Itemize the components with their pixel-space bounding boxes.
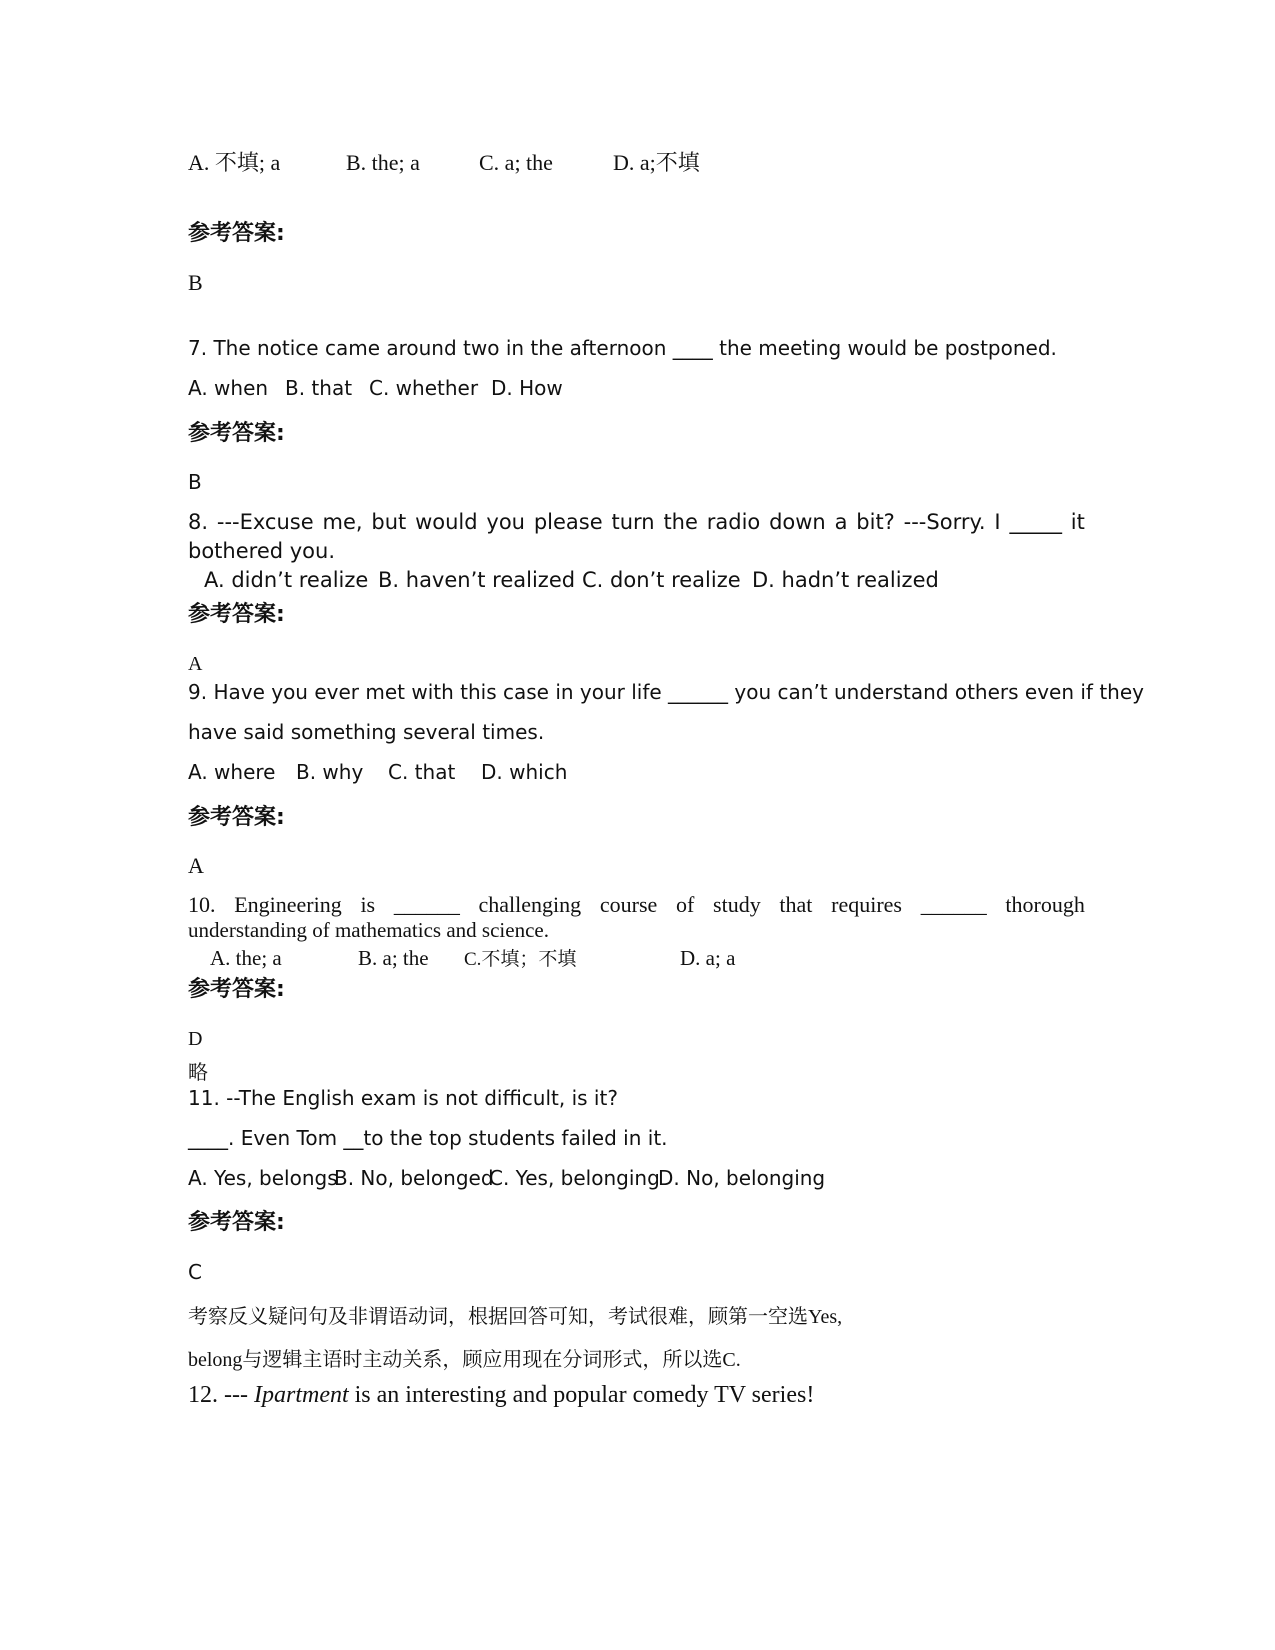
q8-option-c: C. don’t realize	[582, 568, 741, 592]
q9-option-d: D. which	[481, 760, 568, 784]
q10-word: of	[676, 892, 695, 917]
q9-stem-line2: have said something several times.	[188, 720, 545, 744]
q7-options	[188, 376, 563, 400]
q8-option-b: B. haven’t realized	[378, 568, 576, 592]
q11-stem-line2: ____. Even Tom __to the top students failed in it.	[188, 1126, 668, 1150]
q8-word: 8.	[188, 510, 209, 534]
q10-word: ______	[920, 892, 987, 917]
q10-word: that	[779, 892, 813, 917]
q12-stem	[188, 1382, 814, 1409]
q7-option-b: B. that	[285, 376, 353, 400]
q8-word: me,	[322, 510, 363, 534]
q12-show-title: Ipartment	[253, 1382, 349, 1408]
q7-stem: 7. The notice came around two in the afternoon ____ the meeting would be postponed.	[188, 336, 1057, 360]
q8-word: a	[834, 510, 848, 534]
q8-stem-line1	[188, 510, 1085, 534]
q6-answer-label: 参考答案:	[188, 221, 285, 246]
q10-note: 略	[188, 1062, 208, 1084]
q12-prefix: 12. ---	[188, 1382, 254, 1408]
q11-option-d: D. No, belonging	[658, 1166, 826, 1190]
q10-word: is	[360, 892, 376, 917]
q9-answer: A	[188, 853, 204, 878]
q8-word: turn	[611, 510, 655, 534]
q9-answer-label: 参考答案:	[188, 805, 285, 830]
q9-stem-line1: 9. Have you ever met with this case in your life ______ you can’t understand others even if they	[188, 680, 1144, 704]
q6-options	[188, 146, 700, 177]
q8-word: _____	[1009, 510, 1062, 534]
q8-word: you	[486, 510, 525, 534]
q10-word: course	[599, 892, 658, 917]
q8-word: bit?	[856, 510, 895, 534]
q10-stem-line2: understanding of mathematics and science.	[188, 918, 549, 942]
q9-option-c: C. that	[388, 760, 456, 784]
q8-option-a: A. didn’t realize	[204, 568, 369, 592]
q10-word: study	[713, 892, 761, 917]
q8-option-d: D. hadn’t realized	[752, 568, 939, 592]
q10-word: Engineering	[234, 892, 342, 917]
q10-option-c: C.不填；不填	[464, 949, 577, 970]
q8-word: but	[371, 510, 407, 534]
q6-option-b: B. the; a	[346, 150, 420, 175]
q6-option-d: D. a;不填	[613, 150, 700, 175]
q8-word: ---Sorry.	[903, 510, 986, 534]
q8-word: the	[663, 510, 698, 534]
q10-option-b: B. a; the	[358, 946, 429, 970]
q8-word: it	[1070, 510, 1085, 534]
q10-word: challenging	[478, 892, 582, 917]
q8-answer: A	[188, 653, 203, 675]
q11-explanation-line2: belong与逻辑主语时主动关系，顾应用现在分词形式，所以选C.	[188, 1349, 741, 1371]
q9-option-b: B. why	[296, 760, 364, 784]
q7-answer-label: 参考答案:	[188, 421, 285, 446]
q6-option-c: C. a; the	[479, 150, 553, 175]
q10-word: 10.	[188, 892, 216, 917]
q8-options	[204, 568, 939, 592]
q8-word: radio	[706, 510, 761, 534]
q7-option-a: A. when	[188, 376, 269, 400]
q9-option-a: A. where	[188, 760, 276, 784]
q10-option-d: D. a; a	[680, 946, 736, 970]
q10-answer-label: 参考答案:	[188, 977, 285, 1002]
q6-option-a: A. 不填; a	[188, 150, 281, 175]
q10-word: thorough	[1005, 892, 1085, 917]
q8-word: please	[533, 510, 603, 534]
q6-answer: B	[188, 270, 203, 295]
q12-suffix: is an interesting and popular comedy TV series!	[348, 1382, 815, 1408]
q8-word: would	[415, 510, 478, 534]
q10-options	[210, 944, 735, 971]
q10-word: requires	[831, 892, 902, 917]
q8-stem-line2: bothered you.	[188, 539, 335, 563]
q7-option-c: C. whether	[369, 376, 479, 400]
q8-answer-label: 参考答案:	[188, 602, 285, 627]
q10-option-a: A. the; a	[210, 946, 282, 970]
q10-answer: D	[188, 1028, 203, 1050]
q9-options	[188, 760, 567, 784]
q7-answer: B	[188, 470, 202, 494]
q11-options	[188, 1166, 825, 1190]
q8-word: ---Excuse	[216, 510, 314, 534]
q11-stem-line1: 11. --The English exam is not difficult, is it?	[188, 1086, 618, 1110]
q11-option-b: B. No, belonged	[334, 1166, 494, 1190]
q7-option-d: D. How	[491, 376, 563, 400]
q8-word: down	[769, 510, 826, 534]
q11-answer: C	[188, 1260, 202, 1284]
q10-stem-line1	[188, 892, 1085, 918]
q11-option-c: C. Yes, belonging	[489, 1166, 660, 1190]
q11-explanation-line1: 考察反义疑问句及非谓语动词，根据回答可知，考试很难，顾第一空选Yes,	[188, 1306, 843, 1328]
q11-answer-label: 参考答案:	[188, 1210, 285, 1235]
q11-option-a: A. Yes, belongs	[188, 1166, 338, 1190]
q8-word: I	[994, 510, 1001, 534]
q10-word: ______	[393, 892, 460, 917]
